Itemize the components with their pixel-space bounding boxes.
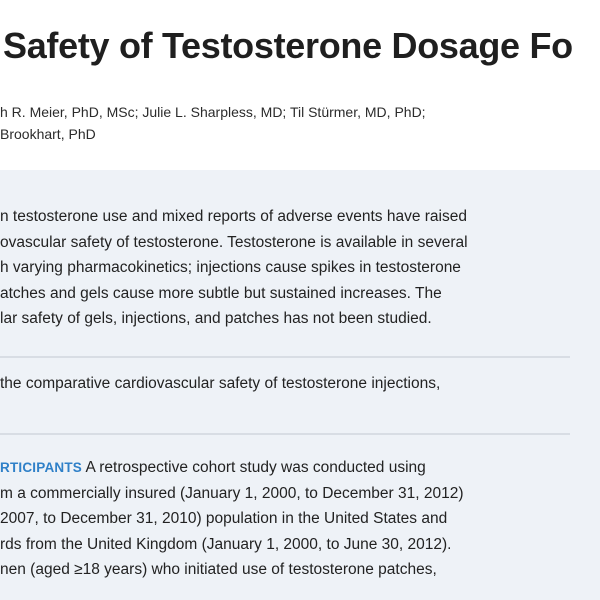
importance-line: n testosterone use and mixed reports of adverse events have raised <box>0 208 467 225</box>
objective-section <box>0 371 440 397</box>
author-line-1: h R. Meier, PhD, MSc; Julie L. Sharpless, MD; Til Stürmer, MD, PhD; <box>0 104 426 120</box>
section-divider <box>0 356 570 358</box>
author-list <box>0 101 426 145</box>
design-line: 2007, to December 31, 2010) population in the United States and <box>0 510 448 527</box>
importance-section <box>0 204 468 332</box>
article-title: Safety of Testosterone Dosage Fo <box>3 25 573 66</box>
objective-line: the comparative cardiovascular safety of testosterone injections, <box>0 375 441 392</box>
importance-line: atches and gels cause more subtle but sustained increases. The <box>0 284 442 302</box>
importance-line: ovascular safety of testosterone. Testosterone is available in several <box>0 233 468 251</box>
abstract-box <box>0 170 600 600</box>
design-line: nen (aged ≥18 years) who initiated use of testosterone patches, <box>0 561 437 578</box>
author-line-2: Brookhart, PhD <box>0 126 96 142</box>
design-line: m a commercially insured (January 1, 2000, to December 31, 2012) <box>0 484 464 502</box>
section-divider <box>0 433 570 435</box>
importance-line: h varying pharmacokinetics; injections cause spikes in testosterone <box>0 259 461 276</box>
design-section <box>0 455 464 583</box>
design-first-line-text: A retrospective cohort study was conducted using <box>82 459 426 476</box>
design-line: rds from the United Kingdom (January 1, 2000, to June 30, 2012). <box>0 535 452 553</box>
design-first-line <box>0 455 464 481</box>
design-heading: RTICIPANTS <box>0 460 82 475</box>
importance-line: lar safety of gels, injections, and patches has not been studied. <box>0 310 432 327</box>
